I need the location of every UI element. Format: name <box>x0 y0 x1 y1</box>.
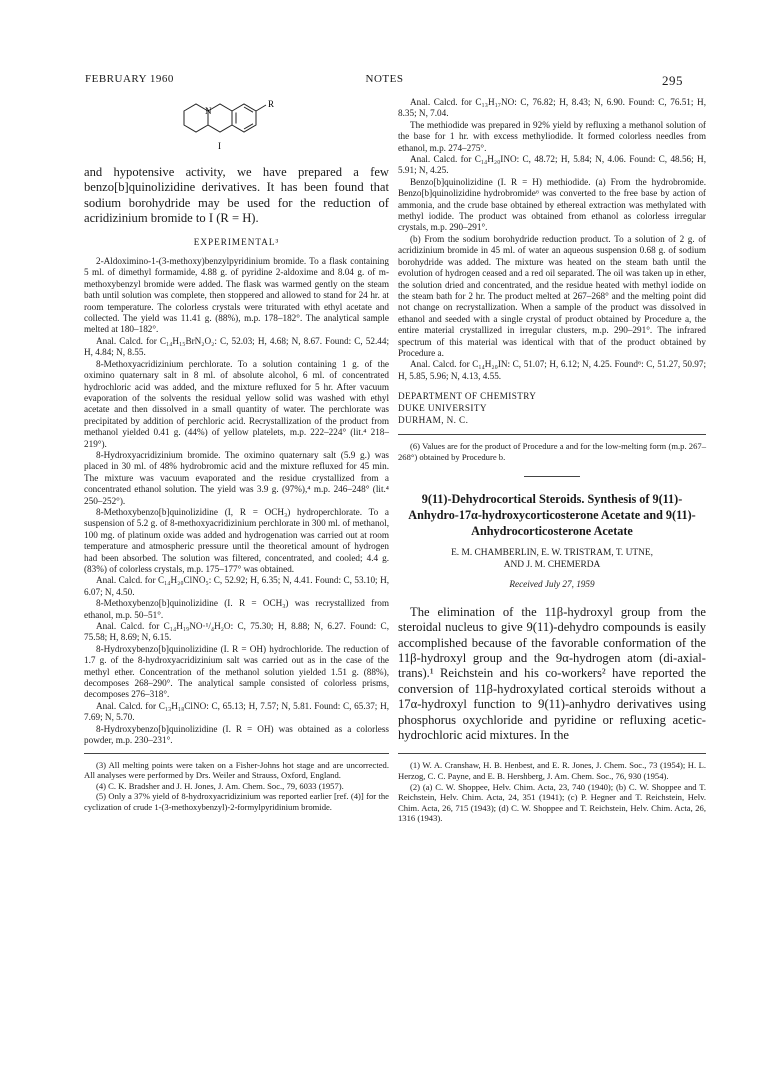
procedure-paragraph: The methiodide was prepared in 92% yield by refluxing a methanol solution of the base for 1 hr. with excess methyliodide. It formed colorless needles from ethanol, m.p. 274–275°. <box>398 119 706 153</box>
article-title: 9(11)-Dehydrocortical Steroids. Synthesis of 9(11)-Anhydro-17α-hydroxycorticosterone Acetate and 9(11)-Anhydrocorticosterone Acetate <box>408 492 696 539</box>
procedure-paragraph: 8-Methoxybenzo[b]quinolizidine (I, R = OCH₃) hydroperchlorate. To a suspension of 5.2 g. of 8-methoxyacridizinium perchlorate in 300 ml. of methanol, 100 mg. of platinum oxide was added and hydrogenation was carried out at room temperature and atmospheric pressure until the theoretical amount of hydrogen had been absorbed. The solution was filtered, concentrated, and cooled; 4.4 g. (83%) of colorless crystals, m.p. 175–177° was obtained. <box>84 506 389 574</box>
procedure-paragraph: 8-Methoxybenzo[b]quinolizidine (I. R = OCH₃) was recrystallized from ethanol, m.p. 50–51°. <box>84 598 389 620</box>
address-line: DUKE UNIVERSITY <box>398 403 487 414</box>
analysis-paragraph: Anal. Calcd. for C₁₄H₂₀INO: C, 48.72; H, 5.84; N, 4.06. Found: C, 48.56; H, 5.91; N, 4.25. <box>398 154 706 176</box>
authors-line: AND J. M. CHEMERDA <box>503 560 601 571</box>
received-date: Received July 27, 1959 <box>509 579 595 590</box>
footnote: (4) C. K. Bradsher and J. H. Jones, J. Am. Chem. Soc., 79, 6033 (1957). <box>96 780 344 791</box>
footnote-divider <box>398 434 706 435</box>
experimental-heading: EXPERIMENTAL³ <box>193 236 280 247</box>
structure-nitrogen-label: N <box>204 106 211 116</box>
footnote: (5) Only a 37% yield of 8-hydroxyacridizinium was reported earlier [ref. (4)] for the cyclization of crude 1-(3-methoxybenzyl)-2-formylpyridinium bromide. <box>84 791 389 812</box>
procedure-paragraph: (b) From the sodium borohydride reduction product. To a solution of 2 g. of acridizinium bromide in 45 ml. of water an aqueous suspension 0.68 g. of sodium borohydride was added. The mixture was heated on the steam bath until the evolution of hydrogen ceased and a red oil separated. The oil was taken up in ether, the solution dried and concentrated, and the residue heated with methyl iodide on the steam bath for 2 hr. The product melted at 267–268° and the melting point did not change on recrystallization. When a sample of the product was dissolved in ethanol and seeded with a single crystal of product obtained by Procedure a, the entire material crystallized in irregular clusters, m.p. 290–291°. The infrared spectrum of this material was identical with that of the product obtained by Procedure a. <box>398 233 706 358</box>
left-column <box>84 97 389 812</box>
procedure-paragraph: 2-Aldoximino-1-(3-methoxy)benzylpyridinium bromide. To a flask containing 5 ml. of dimethyl formamide, 4.88 g. of pyridine 2-aldoxime and 8.04 g. of m-methoxybenzyl bromide were added. The flask was warmed gently on the steam bath until solution was complete, then stoppered and allowed to stand for 24 hr. at room temperature. The colorless crystals were triturated with ethyl acetate and collected. The yield was 11.41 g. (88%), m.p. 178–182°. The analytical sample melted at 180–182°. <box>84 256 389 335</box>
analysis-paragraph: Anal. Calcd. for C₁₄H₂₀ClNO₅: C, 52.92; H, 6.35; N, 4.41. Found: C, 53.10; H, 6.07; N, 4.50. <box>84 575 389 597</box>
procedure-paragraph: 8-Hydroxybenzo[b]quinolizidine (I. R = OH) was obtained as a colorless powder, m.p. 230–231°. <box>84 723 389 746</box>
footnote: (6) Values are for the product of Procedure a and for the low-melting form (m.p. 267–268°) obtained by Procedure b. <box>398 441 706 462</box>
analysis-paragraph: Anal. Calcd. for C₁₄H₁₅BrN₂O₂: C, 52.03; H, 4.68; N, 8.67. Found: C, 52.44; H, 4.84; N, 8.55. <box>84 335 389 358</box>
analysis-paragraph: Anal. Calcd. for C₁₃H₁₈ClNO: C, 65.13; H, 7.57; N, 5.81. Found: C, 65.37; H, 7.69; N, 5.70. <box>84 700 389 723</box>
analysis-paragraph: Anal. Calcd. for C₁₃H₁₇NO: C, 76.82; H, 8.43; N, 6.90. Found: C, 76.51; H, 8.35; N, 7.04. <box>398 97 706 119</box>
article-separator <box>524 476 580 477</box>
footnote-divider <box>398 753 706 754</box>
running-header-date: FEBRUARY 1960 <box>85 73 174 85</box>
article-body: The elimination of the 11β-hydroxyl group from the steroidal nucleus to give 9(11)-dehydro compounds is easily accomplished because of the favorable conformation of the 11β-hydroxyl group and the 9α-hydrogen atom (di-axial-trans).¹ Reichstein and his co-workers² have reported the conversion of 11β-hydroxylated cortical steroids without a 17α-hydroxyl function to 9(11)-anhydro derivatives using phosphorus oxychloride and pyridine or refluxing acetic-hydrochloric acid mixtures. In the <box>398 604 706 742</box>
footnote: (1) W. A. Cranshaw, H. B. Henbest, and E. R. Jones, J. Chem. Soc., 73 (1954); H. L. Herzog, C. C. Payne, and E. B. Hershberg, J. Am. Chem. Soc., 76, 930 (1954). <box>398 760 706 781</box>
address-line: DURHAM, N. C. <box>398 415 469 426</box>
footnote-divider <box>84 753 389 754</box>
structure-r-label: R <box>267 99 274 109</box>
right-column <box>398 97 706 824</box>
structure-caption: I <box>217 141 221 151</box>
analysis-paragraph: Anal. Calcd. for C₁₄H₁₉NO·¹/₄H₂O: C, 75.30; H, 8.88; N, 6.27. Found: C, 75.58; H, 8.69; N, 6.15. <box>84 621 389 643</box>
intro-paragraph: and hypotensive activity, we have prepared a few benzo[b]quinolizidine derivatives. It has been found that sodium borohydride may be used for the reduction of acridizinium bromide to I (R = H). <box>84 165 389 226</box>
procedure-paragraph: 8-Hydroxyacridizinium bromide. The oximino quaternary salt (5.9 g.) was placed in 30 ml. of 48% hydrobromic acid and the mixture refluxed for 45 min. The mixture was vacuum evaporated and the residue crystallized from a concentrated ethanol solution. The yield was 3.9 g. (97%),⁴ m.p. 246–248° (lit.⁴ 250–252°). <box>84 449 389 506</box>
authors-line: E. M. CHAMBERLIN, E. W. TRISTRAM, T. UTNE, <box>451 548 653 559</box>
footnote: (2) (a) C. W. Shoppee, Helv. Chim. Acta, 23, 740 (1940); (b) C. W. Shoppee and T. Reichstein, Helv. Chim. Acta, 24, 351 (1941); (c) P. Hegner and T. Reichstein, Helv. Chim. Acta, 26, 715 (1943); (d) C. W. Shoppee and T. Reichstein, Helv. Chim. Acta, 26, 1316 (1943). <box>398 781 706 824</box>
procedure-paragraph: 8-Hydroxybenzo[b]quinolizidine (I. R = OH) hydrochloride. The reduction of 1.7 g. of the 8-hydroxyacridizinium salt was carried out as in the case of the methyl ether. Concentration of the methanol solution yielded 1.51 g. (88%), decomposes 268–290°. The analytical sample consisted of colorless prisms, decomposes 276–318°. <box>84 643 389 700</box>
page-number: 295 <box>662 73 683 88</box>
benzoquinolizidine-structure <box>162 97 312 159</box>
address-line: DEPARTMENT OF CHEMISTRY <box>398 391 537 402</box>
author-address <box>398 390 706 426</box>
article-authors <box>398 547 706 571</box>
running-header-section: NOTES <box>365 73 404 85</box>
procedure-paragraph: 8-Methoxyacridizinium perchlorate. To a solution containing 1 g. of the oximino quaternary salt in 8 ml. of absolute alcohol, 6 ml. of concentrated hydrochloric acid was added, and the mixture refluxed for 5 hr. After vacuum evaporation of the solvents the residual yellow solid was washed with ethyl acetate and then dissolved in a small quantity of water. The perchlorate was precipitated by addition of perchloric acid. Recrystallization of the product from methanol yielded 0.41 g. (44%) of yellow platelets, m.p. 222–224° (lit.⁴ 218–219°). <box>84 358 389 449</box>
analysis-paragraph: Anal. Calcd. for C₁₄H₂₀IN: C, 51.07; H, 6.12; N, 4.25. Found⁶: C, 51.27, 50.97; H, 5.85, 5.96; N, 4.13, 4.55. <box>398 359 706 381</box>
footnote: (3) All melting points were taken on a Fisher-Johns hot stage and are uncorrected. All analyses were performed by Drs. Weiler and Strauss, Oxford, England. <box>84 759 389 781</box>
procedure-paragraph: Benzo[b]quinolizidine (I. R = H) methiodide. (a) From the hydrobromide. Benzo[b]quinolizidine hydrobromide⁶ was converted to the free base by action of ammonia, and the crude base obtained by ethereal extraction was methylated with methyl iodide. The product was obtained from ethanol as colorless irregular crystals, m.p. 290–291°. <box>398 176 706 233</box>
